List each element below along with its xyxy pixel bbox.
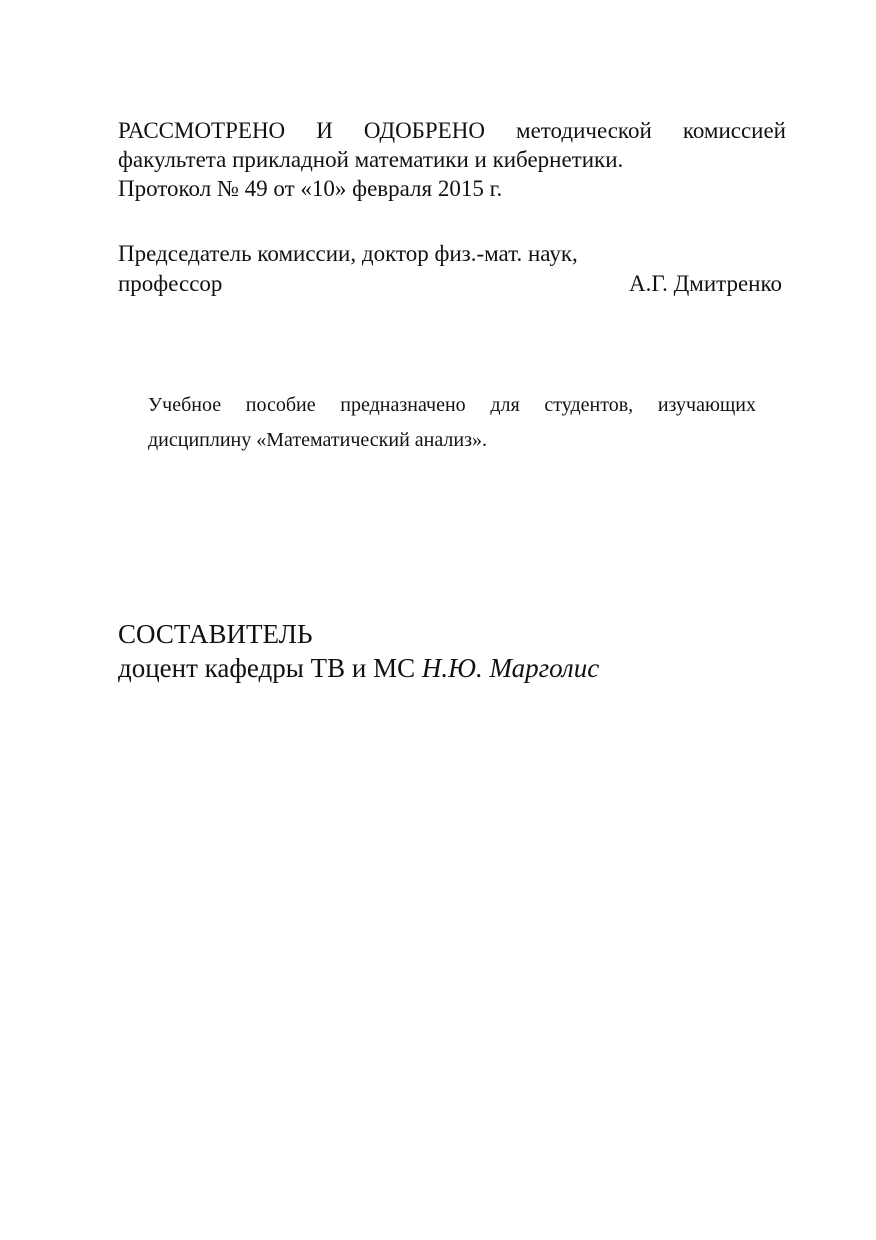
compiler-role: доцент кафедры ТВ и МС	[118, 653, 416, 683]
approval-block	[118, 116, 786, 203]
chairman-signature-line	[118, 269, 782, 299]
chairman-title: Председатель комиссии, доктор физ.-мат. наук,	[118, 241, 578, 266]
compiler-credit	[118, 651, 818, 685]
chairman-block	[118, 239, 782, 299]
compiler-heading: СОСТАВИТЕЛЬ	[118, 619, 313, 649]
protocol-line: Протокол № 49 от «10» февраля 2015 г.	[118, 176, 503, 201]
purpose-line-2: дисциплину «Математический анализ».	[148, 429, 487, 451]
approval-line-1: РАССМОТРЕНО И ОДОБРЕНО методической комиссией	[118, 118, 786, 143]
compiler-author: Н.Ю. Марголис	[421, 653, 600, 683]
approval-line-2: факультета прикладной математики и кибернетики.	[118, 147, 624, 172]
purpose-line-1: Учебное пособие предназначено для студентов, изучающих	[148, 394, 756, 416]
purpose-paragraph	[148, 388, 756, 458]
chairman-position: профессор	[118, 271, 223, 296]
chairman-name: А.Г. Дмитренко	[629, 271, 782, 296]
compiler-block	[118, 617, 818, 685]
